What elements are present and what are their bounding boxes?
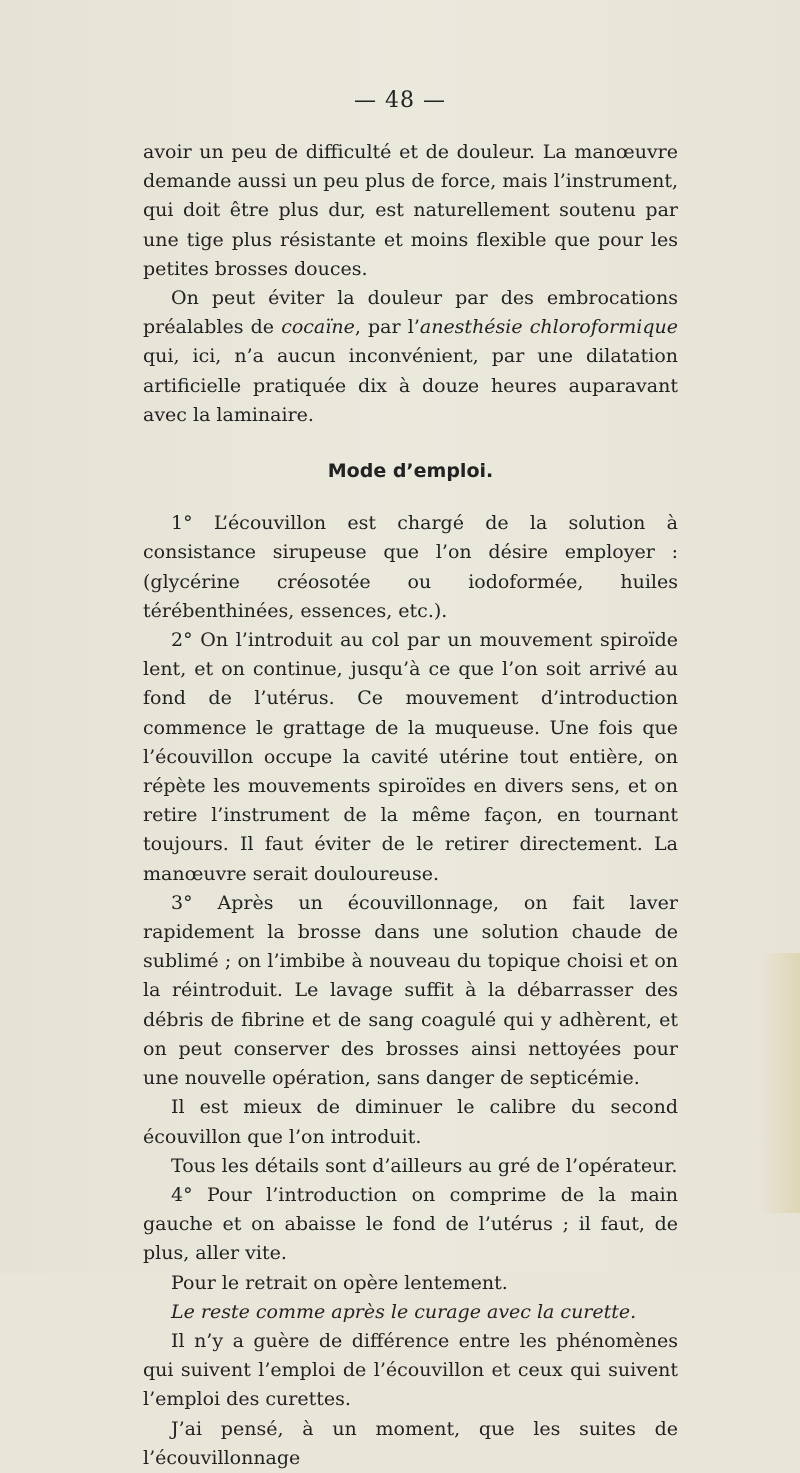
paragraph-step-1: 1° L’écouvillon est chargé de la solution à consistance sirupeuse que l’on désire employer : (glycérine créosotée ou iodoformée, huiles térébenthinées, essences, etc.). <box>143 512 678 622</box>
paragraph-continuation: avoir un peu de difficulté et de douleur. La manœuvre demande aussi un peu plus de force, mais l’instrument, qui doit être plus dur, est naturellement soutenu par une tige plus résistante et moins flexible que pour les petites brosses douces. <box>143 141 678 280</box>
paragraph-step-4: 4° Pour l’introduction on comprime de la main gauche et on abaisse le fond de l’utérus ; il faut, de plus, aller vite. <box>143 1183 678 1265</box>
page-number: — 48 — <box>354 88 446 113</box>
paragraph-details: Tous les détails sont d’ailleurs au gré de l’opérateur. <box>171 1154 678 1177</box>
paragraph-step-2: 2° On l’introduit au col par un mouvement spiroïde lent, et on continue, jusqu’à ce que l’on soit arrivé au fond de l’utérus. Ce mouvement d’introduction commence le grattage de la muqueuse. Une fois que l’écouvillon occupe la cavité utérine tout entière, on répète les mouvements spiroïdes en divers sens, et on retire l’instrument de la même façon, en tournant toujours. Il faut éviter de le retirer directement. La manœuvre serait douloureuse. <box>143 629 678 885</box>
section-heading: Mode d’emploi. <box>327 460 494 483</box>
paragraph-last: J’ai pensé, à un moment, que les suites de l’écouvillonnage <box>143 1417 678 1469</box>
italic-note: Le reste comme après le curage avec la curette. <box>171 1300 637 1323</box>
paragraph-pain-part2: , par l’ <box>354 316 420 339</box>
anesthesia-term: anesthésie chloroformique <box>419 316 678 339</box>
paragraph-step-3: 3° Après un écouvillonnage, on fait laver rapidement la brosse dans une solution chaude de sublimé ; on l’imbibe à nouveau du topique choisi et on la réintroduit. Le lavage suffit à la débarrasser des débris de fibrine et de sang coagulé qui y adhèrent, et on peut conserver des brosses ainsi nettoyées pour une nouvelle opération, sans danger de septicémie. <box>143 891 678 1090</box>
paragraph-calibre: Il est mieux de diminuer le calibre du second écouvillon que l’on introduit. <box>143 1096 678 1148</box>
paragraph-retrait: Pour le retrait on opère lentement. <box>171 1271 508 1294</box>
paragraph-pain-part3: qui, ici, n’a aucun inconvénient, par une dilatation artificielle pratiquée dix à douze heures auparavant avec la laminaire. <box>143 345 678 426</box>
paragraph-italic-note <box>143 1298 678 1327</box>
paragraph-pain <box>143 284 678 430</box>
paragraph-pain-part1: On peut éviter la douleur par des embrocations préalables de <box>143 287 678 339</box>
paper-stain <box>760 953 800 1213</box>
paragraph-difference: Il n’y a guère de différence entre les phénomènes qui suivent l’emploi de l’écouvillon et ceux qui suivent l’emploi des curettes. <box>143 1329 678 1411</box>
cocaine-term: cocaïne <box>281 316 355 339</box>
